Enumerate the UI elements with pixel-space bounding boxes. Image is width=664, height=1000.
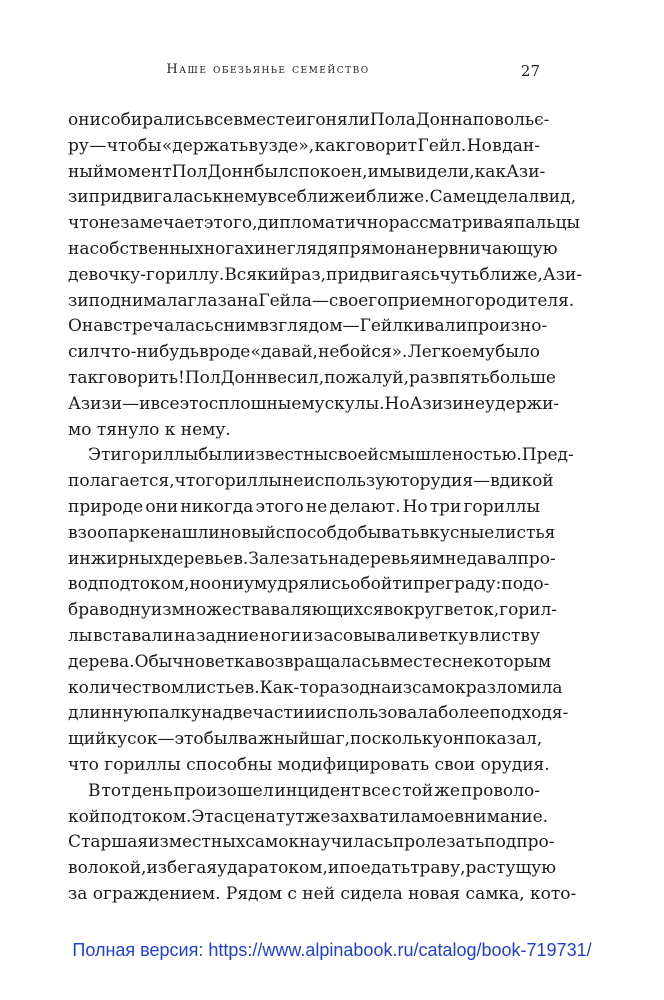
text-line: ру — чтобы «держать в узде», как говорит Гейл. Но в дан-	[68, 135, 540, 156]
text-line: природе они никогда этого не делают. Но три гориллы	[68, 496, 540, 517]
text-line: В тот день произошел инцидент все с той же проволо-	[88, 780, 540, 801]
body-text	[68, 108, 583, 908]
text-line: Азизи — и все это сплошные мускулы. Но Азизи неудержи-	[68, 393, 560, 414]
text-line: Она встречалась с ним взглядом — Гейл кивал и произно-	[68, 316, 548, 337]
text-line: кой под током. Эта сцена тут же захватила мое внимание.	[68, 806, 549, 827]
full-version-link[interactable]: Полная версия: https://www.alpinabook.ru/catalog/book-719731/	[72, 940, 592, 960]
paragraph-2	[68, 443, 574, 778]
text-line: что гориллы способны модифицировать свои орудия.	[68, 754, 550, 775]
text-line: зи придвигалась к нему все ближе и ближе. Самец делал вид,	[68, 187, 576, 208]
text-line: вод под током, но они умудрялись обойти преграду: подо-	[68, 574, 550, 595]
text-line: ный момент Пол Донн был спокоен, и мы видели, как Ази-	[68, 161, 546, 182]
text-line: полагается, что гориллы не используют орудия — в дикой	[68, 471, 554, 492]
text-line: сил что-нибудь вроде «давай, не бойся». Легко ему было	[68, 342, 540, 363]
text-line: волокой, избегая удара током, и поедать траву, растущую	[68, 858, 557, 879]
text-line: лы вставали на задние ноги и засовывали ветку в листву	[68, 625, 540, 646]
text-line: длинную палку на две части и использовала более подходя-	[68, 703, 569, 724]
text-line: мо тянуло к нему.	[68, 419, 231, 440]
text-line: в зоопарке нашли новый способ добывать вкусные листья	[68, 522, 556, 543]
text-line: они собирались все вместе и гоняли Пола Донна по вольє-	[68, 110, 550, 130]
text-line: на собственных ногах и не глядя прямо на нервничающую	[68, 238, 558, 259]
text-line: девочку-гориллу. Всякий раз, придвигаясь чуть ближе, Ази-	[68, 264, 583, 285]
paragraph-3	[68, 779, 577, 908]
text-line: так говорить! Пол Донн весил, пожалуй, раз в пять больше	[68, 367, 556, 388]
page-header	[68, 62, 540, 82]
text-line: брав одну из множества валяющихся вокруг веток, горил-	[68, 600, 558, 621]
paragraph-1	[68, 108, 583, 443]
running-title: Наше обезьянье семейство	[166, 62, 370, 77]
text-line: щий кусок — это был важный шаг, поскольку он показал,	[68, 729, 543, 750]
text-line: за ограждением. Рядом с ней сидела новая самка, кото-	[68, 883, 577, 904]
text-line: Старшая из местных самок научилась пролезать под про-	[68, 832, 555, 853]
text-line: зи поднимала глаза на Гейла — своего приемного родителя.	[68, 290, 575, 311]
text-line: инжирных деревьев. Залезать на деревья им не давал про-	[68, 548, 556, 569]
text-line: дерева. Обычно ветка возвращалась вместе с некоторым	[68, 651, 552, 672]
text-line: Эти гориллы были известны своей смышленостью. Пред-	[88, 445, 574, 466]
page-number: 27	[520, 62, 540, 80]
text-line: количеством листьев. Как-то раз одна из самок разломила	[68, 677, 563, 698]
text-line: что не замечает этого, дипломатично рассматривая пальцы	[68, 213, 581, 234]
